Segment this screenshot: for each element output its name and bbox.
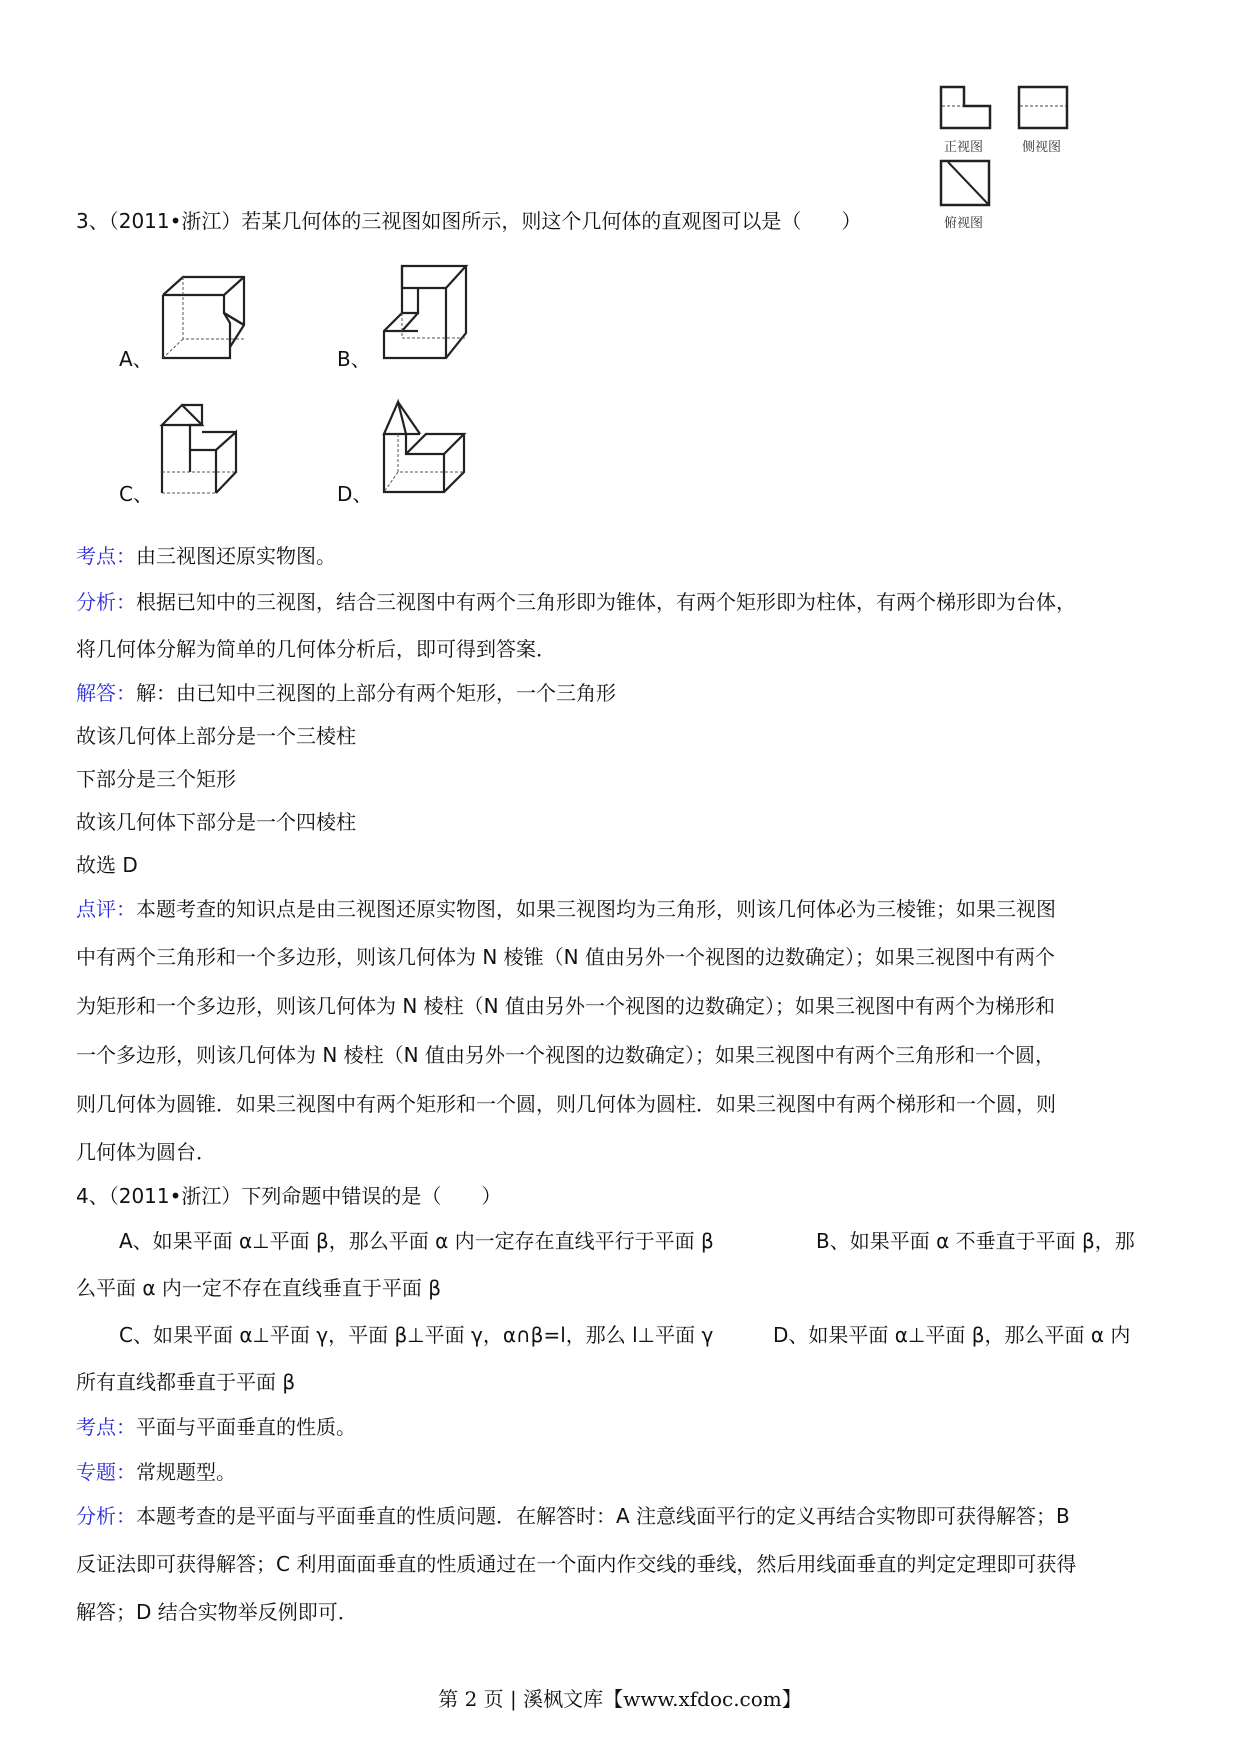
option-b-label: B、 (337, 347, 371, 371)
q3-jieda-5: 故选 D (76, 853, 138, 877)
side-view-label: 侧视图 (1022, 140, 1062, 155)
kaodian-label: 考点： (76, 1415, 136, 1439)
zhuanti-label: 专题： (76, 1460, 136, 1484)
q3-dianping-3: 为矩形和一个多边形，则该几何体为 N 棱柱（N 值由另外一个视图的边数确定）；如果三视图中有两个为梯形和 (76, 994, 1055, 1018)
option-d-figure (378, 398, 478, 498)
q3-fenxi-2: 将几何体分解为简单的几何体分析后，即可得到答案． (76, 637, 556, 661)
q3-dianping-2: 中有两个三角形和一个多边形，则该几何体为 N 棱锥（N 值由另外一个视图的边数确定）；如果三视图中有两个 (76, 945, 1055, 969)
fenxi-label: 分析： (76, 590, 136, 614)
option-a-label: A、 (119, 347, 153, 371)
fenxi-label: 分析： (76, 1504, 136, 1528)
question-3-stem: 3、（2011•浙江）若某几何体的三视图如图所示，则这个几何体的直观图可以是（ ） (76, 209, 862, 233)
q4-option-b-2: 么平面 α 内一定不存在直线垂直于平面 β (76, 1276, 442, 1300)
kaodian-text: 由三视图还原实物图。 (136, 544, 336, 568)
front-view-label: 正视图 (944, 140, 984, 155)
jieda-label: 解答： (76, 681, 136, 705)
q3-dianping-4: 一个多边形，则该几何体为 N 棱柱（N 值由另外一个视图的边数确定）；如果三视图中有两个三角形和一个圆， (76, 1043, 1055, 1067)
fenxi-text: 根据已知中的三视图，结合三视图中有两个三角形即为锥体，有两个矩形即为柱体，有两个梯形即为台体， (136, 590, 1076, 614)
kaodian-text: 平面与平面垂直的性质。 (136, 1415, 356, 1439)
q3-dianping-1 (76, 896, 1056, 922)
top-view-label: 俯视图 (944, 216, 984, 231)
q4-option-c: C、如果平面 α⊥平面 γ，平面 β⊥平面 γ，α∩β=l，那么 l⊥平面 γ (119, 1323, 714, 1347)
q4-fenxi-1 (76, 1503, 1070, 1529)
q3-jieda-1 (76, 680, 616, 706)
jieda-text: 解：由已知中三视图的上部分有两个矩形，一个三角形 (136, 681, 616, 705)
page-footer: 第 2 页 | 溪枫文库【www.xfdoc.com】 (438, 1687, 802, 1711)
q4-option-b-1: B、如果平面 α 不垂直于平面 β，那 (816, 1229, 1135, 1253)
kaodian-label: 考点： (76, 544, 136, 568)
q3-kaodian (76, 543, 336, 569)
q4-fenxi-3: 解答；D 结合实物举反例即可． (76, 1600, 358, 1624)
q4-fenxi-2: 反证法即可获得解答；C 利用面面垂直的性质通过在一个面内作交线的垂线，然后用线面垂直的判定定理即可获得 (76, 1552, 1077, 1576)
fenxi-text: 本题考查的是平面与平面垂直的性质问题．在解答时：A 注意线面平行的定义再结合实物即可获得解答；B (136, 1504, 1070, 1528)
q3-jieda-3: 下部分是三个矩形 (76, 767, 236, 791)
option-b-figure (378, 263, 478, 363)
question-4-stem: 4、（2011•浙江）下列命题中错误的是（ ） (76, 1184, 502, 1208)
q3-dianping-6: 几何体为圆台． (76, 1140, 216, 1164)
dianping-label: 点评： (76, 897, 136, 921)
q3-jieda-2: 故该几何体上部分是一个三棱柱 (76, 724, 356, 748)
dianping-text: 本题考查的知识点是由三视图还原实物图，如果三视图均为三角形，则该几何体必为三棱锥；如果三视图 (136, 897, 1056, 921)
option-a-figure (160, 265, 260, 365)
top-view-figure (940, 160, 992, 206)
option-c-label: C、 (119, 482, 153, 506)
q3-jieda-4: 故该几何体下部分是一个四棱柱 (76, 810, 356, 834)
q4-kaodian (76, 1414, 356, 1440)
option-d-label: D、 (337, 482, 373, 506)
q4-option-d-1: D、如果平面 α⊥平面 β，那么平面 α 内 (773, 1323, 1131, 1347)
q3-dianping-5: 则几何体为圆锥．如果三视图中有两个矩形和一个圆，则几何体为圆柱．如果三视图中有两个梯形和一个圆，则 (76, 1092, 1056, 1116)
q4-option-a: A、如果平面 α⊥平面 β，那么平面 α 内一定存在直线平行于平面 β (119, 1229, 714, 1253)
side-view-figure (1018, 86, 1070, 130)
q4-option-d-2: 所有直线都垂直于平面 β (76, 1370, 296, 1394)
zhuanti-text: 常规题型。 (136, 1460, 236, 1484)
q3-fenxi-1 (76, 589, 1076, 615)
q4-zhuanti (76, 1459, 236, 1485)
option-c-figure (152, 400, 252, 500)
front-view-figure (940, 86, 992, 130)
